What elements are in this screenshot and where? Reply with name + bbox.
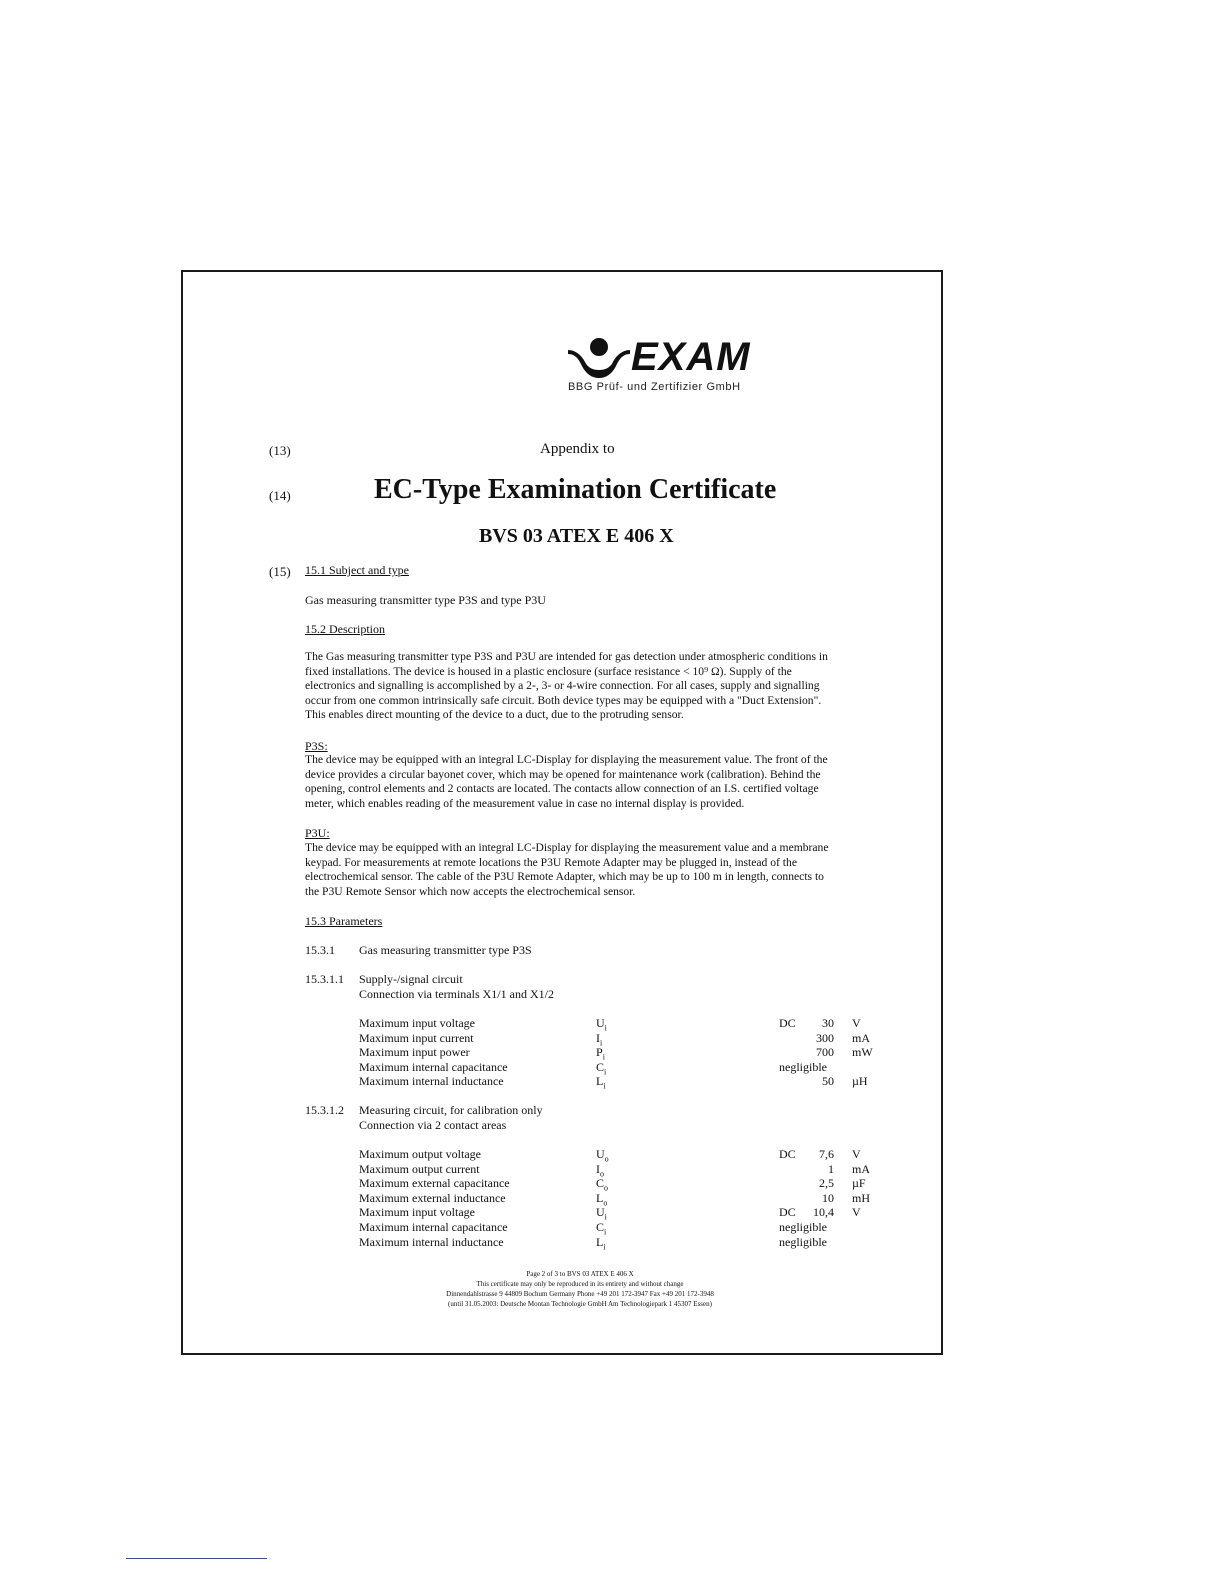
subject-text: Gas measuring transmitter type P3S and type P3U [305,593,546,607]
p3u-line: electrochemical sensor. The cable of the P3U Remote Adapter, which may be up to 100 m in length, connects to [305,870,824,884]
symbol-subscript: o [603,1198,608,1208]
symbol-letter: I [596,1030,600,1045]
param-unit: V [852,1205,861,1220]
param-name: Maximum input voltage [359,1016,475,1030]
description-line: This enables direct mounting of the device to a duct, due to the protruding sensor. [305,708,684,722]
symbol-subscript: i [604,1227,607,1237]
param-title-p3s: Gas measuring transmitter type P3S [359,943,532,957]
param-name: Maximum internal capacitance [359,1059,508,1074]
footer-address: Dinnendahlstrasse 9 44809 Bochum Germany Phone +49 201 172-3947 Fax +49 201 172-3948 [446,1290,714,1298]
symbol-letter: U [596,1205,605,1220]
p3s-line: device provides a circular bayonet cover, which may be opened for maintenance work (calibration). Behind the [305,767,821,781]
item-number-15: (15) [269,564,291,579]
certificate-number: BVS 03 ATEX E 406 X [479,525,674,547]
footer-former-address: (until 31.05.2003: Deutsche Montan Technologie GmbH Am Technologiepark 1 45307 Essen) [448,1300,712,1308]
symbol-subscript: i [604,1023,607,1033]
param-prefix: negligible [779,1059,827,1074]
param-unit: mA [852,1161,870,1176]
symbol-letter: L [596,1234,604,1249]
param-number-15312: 15.3.1.2 [305,1103,344,1117]
description-line: electronics and signalling is accomplished by a 2-, 3- or 4-wire connection. For all cases, supply and signalling [305,679,820,693]
p3s-line: The device may be equipped with an integral LC-Display for displaying the measurement value. The front of the [305,753,828,766]
symbol-subscript: i [603,1081,606,1091]
param-prefix: DC [779,1205,796,1220]
symbol-letter: P [596,1045,603,1060]
param-unit: µH [852,1074,868,1089]
divider-line [126,1558,267,1559]
param-number-15311: 15.3.1.1 [305,972,344,986]
param-prefix: negligible [779,1220,827,1234]
param-unit: mW [852,1045,873,1060]
param-value: 7,6 [819,1147,834,1161]
item-number-13: (13) [269,443,291,458]
heading-subject-type: 15.1 Subject and type [305,563,409,577]
symbol-subscript: o [604,1183,609,1193]
param-symbol [596,1235,606,1251]
param-value: 1 [828,1161,834,1176]
param-value: 10,4 [813,1205,834,1220]
symbol-letter: U [596,1147,605,1161]
param-unit: mH [852,1190,870,1205]
param-value: 50 [822,1074,834,1089]
param-unit: V [852,1147,861,1161]
param-prefix: DC [779,1147,796,1161]
param-value: 30 [822,1016,834,1030]
item-number-14: (14) [269,488,291,503]
param-unit: V [852,1016,861,1030]
param-name: Maximum input power [359,1045,470,1060]
symbol-subscript: i [604,1212,607,1222]
param-value: 300 [816,1030,834,1045]
symbol-letter: C [596,1176,605,1191]
symbol-letter: L [596,1190,604,1205]
description-line: fixed installations. The device is housed in a plastic enclosure (surface resistance < 10⁹ Ω). Supply of the [305,664,792,678]
p3u-line: keypad. For measurements at remote locations the P3U Remote Adapter may be plugged in, instead of the [305,855,797,869]
param-name: Maximum input voltage [359,1205,475,1220]
symbol-subscript: o [600,1168,604,1178]
symbol-letter: L [596,1074,604,1089]
supply-circuit-connection: Connection via terminals X1/1 and X1/2 [359,987,554,1001]
measuring-circuit-title: Measuring circuit, for calibration only [359,1103,543,1117]
param-name: Maximum external capacitance [359,1176,510,1191]
heading-parameters: 15.3 Parameters [305,914,383,928]
p3s-paragraph [305,753,887,811]
param-name: Maximum output current [359,1161,480,1176]
param-prefix: negligible [779,1234,827,1249]
symbol-letter: I [596,1161,600,1176]
param-name: Maximum internal capacitance [359,1220,508,1234]
p3s-line: opening, control elements and 2 contacts are located. The contacts allow connection of an I.S. certified voltage [305,782,819,796]
param-name: Maximum external inductance [359,1190,506,1205]
description-line: The Gas measuring transmitter type P3S and P3U are intended for gas detection under atmospheric conditions in [305,650,828,663]
param-value: 10 [822,1190,834,1205]
symbol-letter: C [596,1220,605,1234]
param-unit: µF [852,1176,866,1191]
p3u-paragraph [305,841,887,899]
heading-description: 15.2 Description [305,622,385,636]
symbol-subscript: i [604,1067,607,1077]
appendix-label: Appendix to [540,441,615,457]
param-symbol [596,1074,606,1090]
exam-logo-icon [568,336,630,378]
measuring-circuit-connection: Connection via 2 contact areas [359,1118,507,1132]
param-name: Maximum input current [359,1030,474,1045]
logo-subtitle: BBG Prüf- und Zertifizier GmbH [568,381,741,393]
p3s-line: meter, which enables reading of the measurement value in case no internal display is provided. [305,796,745,810]
param-name: Maximum internal inductance [359,1234,504,1249]
description-paragraph [305,650,887,723]
param-name: Maximum output voltage [359,1147,481,1161]
symbol-subscript: i [602,1052,605,1062]
param-value: 700 [816,1045,834,1060]
footer-reproduction-note: This certificate may only be reproduced in its entirety and without change [476,1280,684,1288]
param-prefix: DC [779,1016,796,1030]
heading-p3u: P3U: [305,826,330,840]
p3u-line: The device may be equipped with an integral LC-Display for displaying the measurement value and a membrane [305,841,829,854]
param-name: Maximum internal inductance [359,1074,504,1089]
logo-wordmark: EXAM [631,335,751,379]
description-line: occur from one common intrinsically safe circuit. Both device types may be equipped with a "Duct Extension". [305,693,822,707]
param-value: 2,5 [819,1176,834,1191]
symbol-subscript: i [603,1241,606,1251]
symbol-letter: U [596,1016,605,1030]
heading-p3s: P3S: [305,739,328,753]
symbol-letter: C [596,1059,605,1074]
param-unit: mA [852,1030,870,1045]
supply-circuit-title: Supply-/signal circuit [359,972,463,986]
symbol-subscript: i [600,1037,603,1047]
symbol-subscript: o [604,1154,609,1164]
page-title: EC-Type Examination Certificate [374,474,777,505]
p3u-line: the P3U Remote Sensor which now accepts the electrochemical sensor. [305,884,636,898]
param-number-1531: 15.3.1 [305,943,335,957]
footer-page-info: Page 2 of 3 to BVS 03 ATEX E 406 X [526,1270,634,1278]
